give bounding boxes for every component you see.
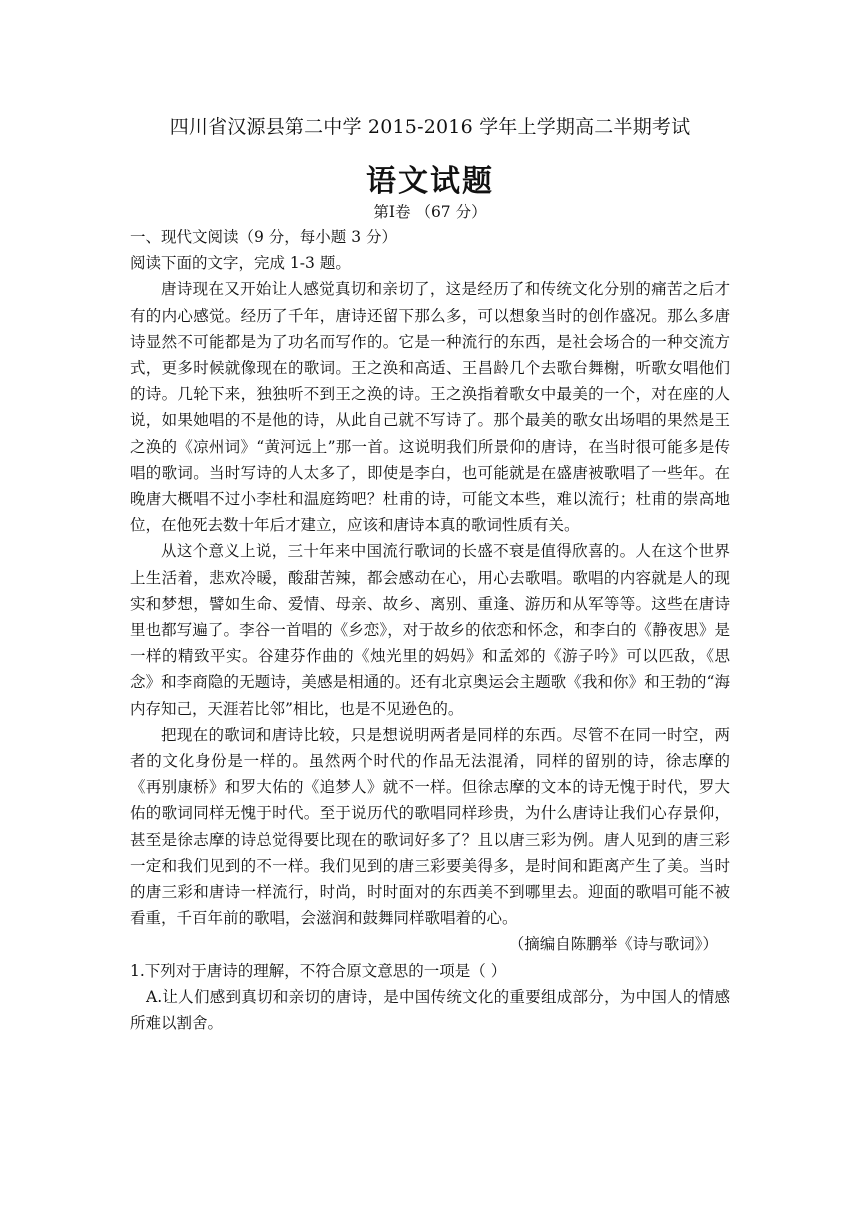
subject-title: 语文试题 [366, 164, 494, 199]
passage-paragraph-2: 从这个意义上说，三十年来中国流行歌词的长盛不衰是值得欣喜的。人在这个世界上生活着，悲欢冷暖，酸甜苦辣，都会感动在心，用心去歌唱。歌唱的内容就是人的现实和梦想，譬如生命、爱情、母亲、故乡、离别、重逢、游历和从军等等。这些在唐诗里也都写遍了。李谷一首唱的《乡恋》，对于故乡的依恋和怀念，和李白的《静夜思》是一样的精致平实。谷建芬作曲的《烛光里的妈妈》和孟郊的《游子吟》可以匹敌，《思念》和李商隐的无题诗，美感是相通的。还有北京奥运会主题歌《我和你》和王勃的“海内存知己，天涯若比邻”相比，也是不见逊色的。 [130, 542, 730, 718]
passage-source: （摘编自陈鹏举《诗与歌词》） [508, 935, 718, 954]
volume-title: 第Ⅰ卷 （67 分） [373, 203, 487, 221]
exam-content [130, 224, 730, 1036]
question-option-a: A.让人们感到真切和亲切的唐诗，是中国传统文化的重要组成部分，为中国人的情感 所难以割舍。 [130, 987, 730, 1033]
question-stem: 1.下列对于唐诗的理解，不符合原文意思的一项是（ ） [130, 961, 507, 980]
passage-paragraph-1: 唐诗现在又开始让人感觉真切和亲切了，这是经历了和传统文化分别的痛苦之后才有的内心感觉。经历了千年，唐诗还留下那么多，可以想象当时的创作盛况。那么多唐诗显然不可能都是为了功名而写作的。它是一种流行的东西，是社会场合的一种交流方式，更多时候就像现在的歌词。王之涣和高适、王昌龄几个去歌台舞榭，听歌女唱他们的诗。几轮下来，独独听不到王之涣的诗。王之涣指着歌女中最美的一个，对在座的人说，如果她唱的不是他的诗，从此自己就不写诗了。那个最美的歌女出场唱的果然是王之涣的《凉州词》“黄河远上”那一首。这说明我们所景仰的唐诗，在当时很可能多是传唱的歌词。当时写诗的人太多了，即使是李白，也可能就是在盛唐被歌唱了一些年。在晚唐大概唱不过小李杜和温庭筠吧？杜甫的诗，可能文本些，难以流行；杜甫的崇高地位，在他死去数十年后才建立，应该和唐诗本真的歌词性质有关。 [130, 280, 730, 535]
document-title: 四川省汉源县第二中学 2015-2016 学年上学期高二半期考试 [169, 116, 691, 138]
section-heading: 一、现代文阅读（9 分，每小题 3 分） [130, 228, 398, 246]
passage-paragraph-3: 把现在的歌词和唐诗比较，只是想说明两者是同样的东西。尽管不在同一时空，两者的文化身份是一样的。虽然两个时代的作品无法混淆，同样的留别的诗，徐志摩的《再别康桥》和罗大佑的《追梦人》就不一样。但徐志摩的文本的诗无愧于时代，罗大佑的歌词同样无愧于时代。至于说历代的歌唱同样珍贵，为什么唐诗让我们心存景仰，甚至是徐志摩的诗总觉得要比现在的歌词好多了？且以唐三彩为例。唐人见到的唐三彩一定和我们见到的不一样。我们见到的唐三彩要美得多，是时间和距离产生了美。当时的唐三彩和唐诗一样流行，时尚，时时面对的东西美不到哪里去。迎面的歌唱可能不被看重，千百年前的歌唱，会滋润和鼓舞同样歌唱着的心。 [130, 725, 730, 928]
reading-instruction: 阅读下面的文字，完成 1-3 题。 [130, 254, 351, 273]
